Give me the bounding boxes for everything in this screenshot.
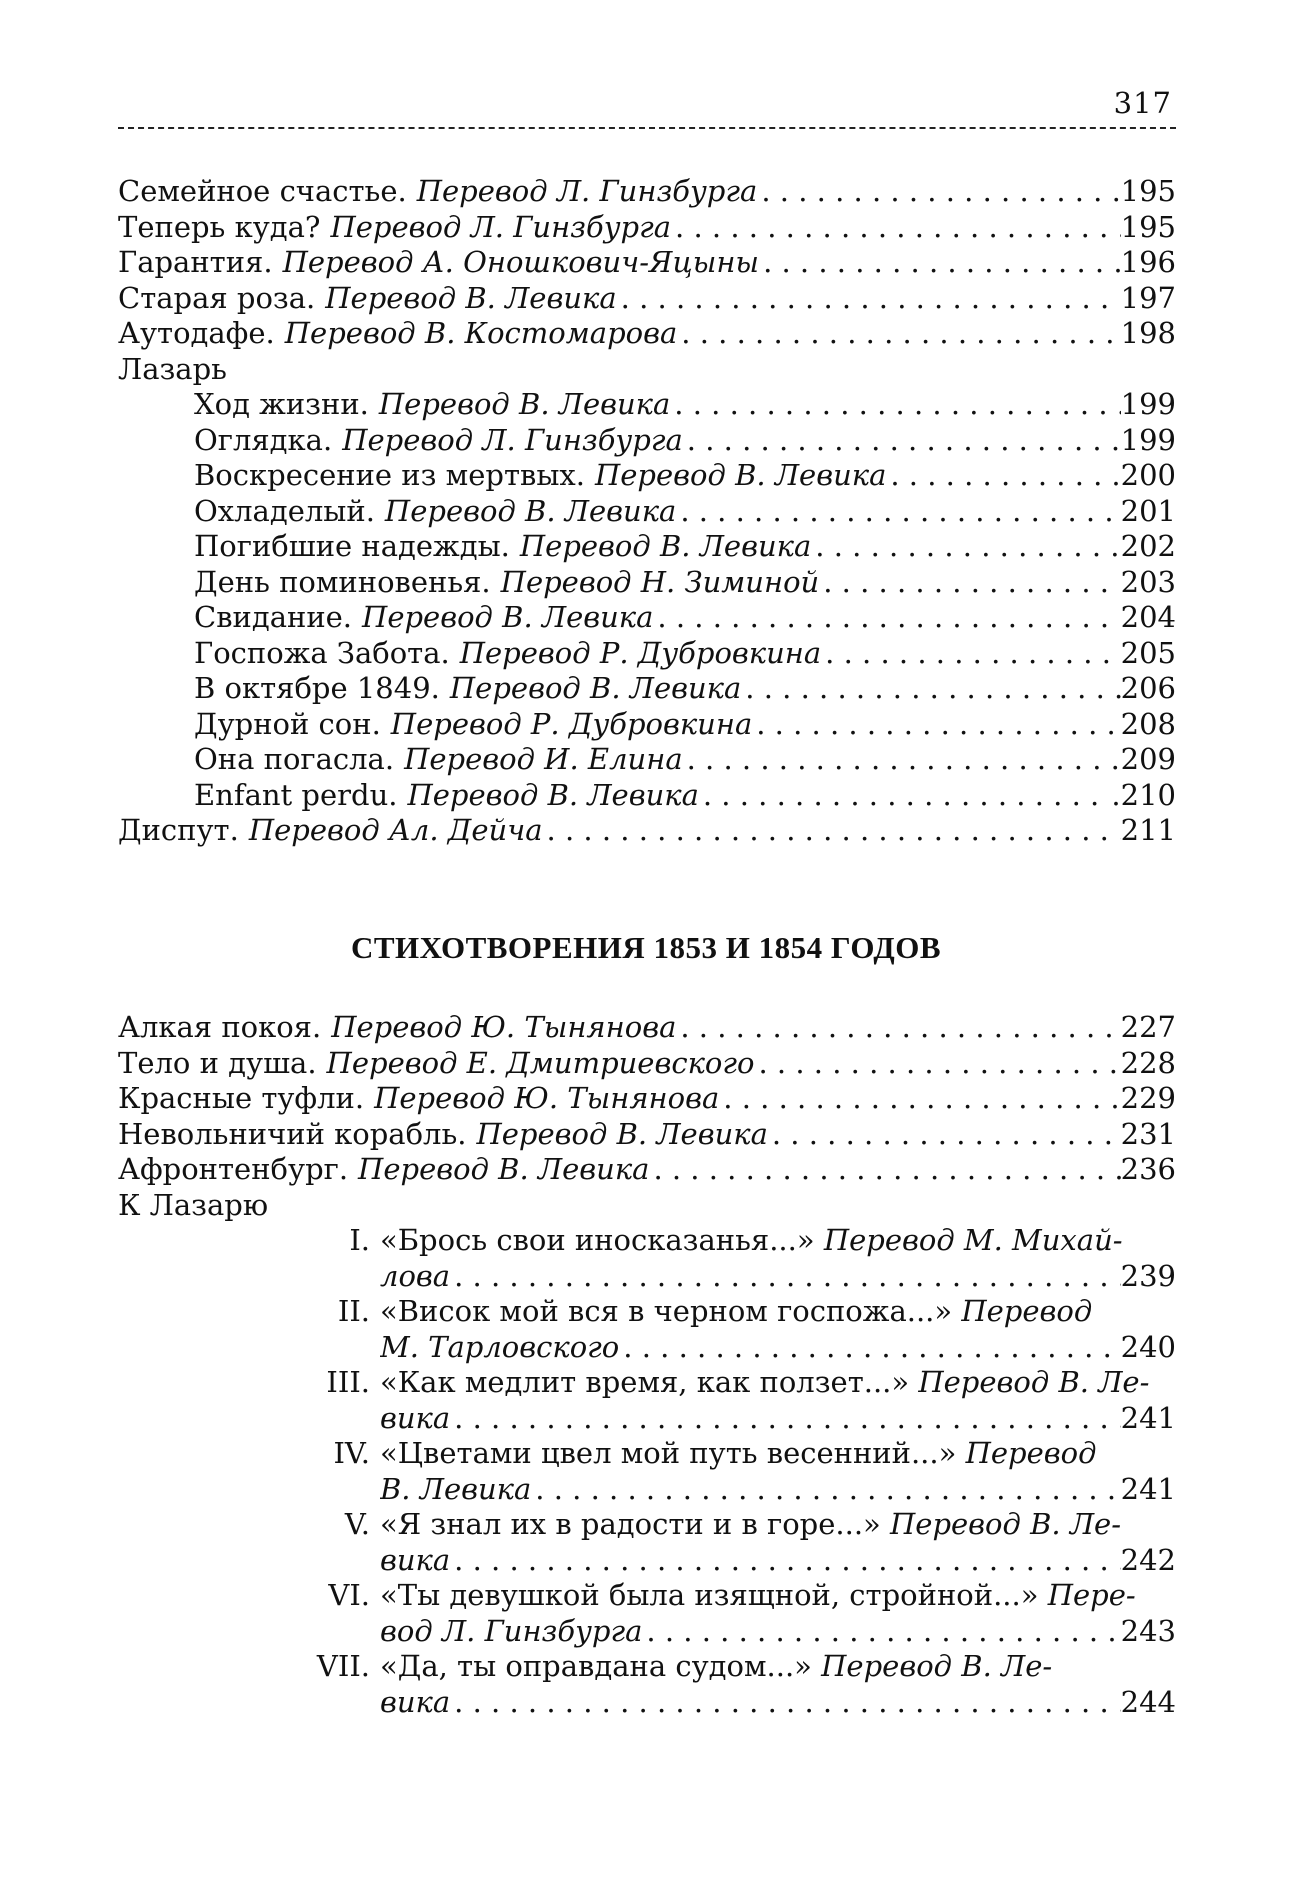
dot-leader <box>886 458 1111 494</box>
toc-entry <box>118 423 1176 459</box>
entry-title: Госпожа Забота. <box>194 635 450 670</box>
entry-title: Ход жизни. <box>194 387 369 421</box>
entry-page-number: 205 <box>1120 635 1176 670</box>
entry-title: Красные туфли. <box>118 1081 365 1115</box>
entry-second-line <box>380 1259 1176 1295</box>
header-rule <box>118 127 1176 129</box>
entry-title: Алкая покоя. <box>118 1010 322 1044</box>
dot-leader <box>450 1543 1120 1579</box>
toc-entry <box>118 458 1176 494</box>
entry-title: «Брось свои иносказанья...» <box>380 1223 815 1257</box>
entry-translator: Перевод А. Оношкович-Яцыны <box>282 245 760 279</box>
entry-title: «Как медлит время, как ползет...» <box>380 1365 910 1399</box>
toc-entry <box>118 600 1176 636</box>
roman-numeral: IV. <box>333 1436 370 1470</box>
toc-entry <box>118 671 1176 707</box>
entry-page-number: 211 <box>1120 813 1176 847</box>
entry-page-number: 241 <box>1120 1400 1176 1435</box>
numbered-entry <box>118 1507 1176 1578</box>
numbered-entry <box>118 1578 1176 1649</box>
toc-entry <box>118 387 1176 423</box>
dot-leader <box>759 245 1121 281</box>
entry-second-line <box>380 1614 1176 1650</box>
entry-first-line <box>380 1436 1176 1472</box>
entry-title: «Цветами цвел мой путь весенний...» <box>380 1436 957 1470</box>
entry-translator: Перевод В. Левика <box>476 1116 768 1151</box>
numbered-entry <box>118 1223 1176 1294</box>
entry-page-number: .200 <box>1111 458 1176 492</box>
dot-leader <box>676 1010 1120 1046</box>
entry-translator: Перевод И. Елина <box>404 742 683 776</box>
toc-entry <box>118 565 1176 601</box>
entry-title: «Висок мой вся в черном госпожа...» <box>380 1294 953 1328</box>
entry-title: Теперь куда? <box>118 209 321 244</box>
entry-title: К Лазарю <box>118 1187 269 1222</box>
entry-first-line <box>380 1507 1176 1543</box>
entry-translator-continued: вика <box>380 1542 451 1577</box>
toc-section-2 <box>118 1010 1176 1720</box>
entry-first-line <box>380 1223 1176 1259</box>
toc-entry <box>118 245 1176 281</box>
entry-translator: Перевод В. Левика <box>325 280 617 315</box>
entry-page-number: 241 <box>1120 1471 1176 1506</box>
entry-title: Охладелый. <box>194 493 375 528</box>
dot-leader <box>619 1330 1120 1366</box>
entry-translator: Пере- <box>1047 1578 1136 1612</box>
dot-leader <box>676 494 1120 530</box>
entry-translator: Перевод В. Левика <box>594 458 887 492</box>
entry-title: Старая роза. <box>118 280 316 315</box>
section-heading: СТИХОТВОРЕНИЯ 1853 И 1854 ГОДОВ <box>350 930 942 965</box>
entry-page-number: 199 <box>1120 422 1176 457</box>
entry-translator-continued: вика <box>380 1684 451 1719</box>
toc-entry <box>118 281 1176 317</box>
dot-leader <box>649 1152 1120 1188</box>
entry-page-number: 240 <box>1120 1329 1176 1364</box>
entry-page-number: 236 <box>1120 1152 1176 1186</box>
entry-page-number: 201 <box>1120 493 1176 528</box>
entry-page-number: 199 <box>1120 387 1176 421</box>
entry-translator-continued: В. Левика <box>380 1471 532 1506</box>
dot-leader <box>450 1259 1121 1295</box>
toc-entry <box>118 778 1176 814</box>
entry-page-number: 227 <box>1120 1010 1176 1044</box>
entry-title: Погибшие надежды. <box>194 529 510 563</box>
entry-page-number: 243 <box>1120 1613 1176 1648</box>
page-number: 317 <box>1113 86 1172 120</box>
dot-leader <box>699 778 1112 814</box>
entry-translator: Перевод В. Костомарова <box>284 316 678 350</box>
entry-translator: Перевод Л. Гинзбурга <box>416 174 758 208</box>
entry-translator-continued: вод Л. Гинзбурга <box>380 1613 643 1648</box>
entry-title: В октябре 1849. <box>194 671 440 705</box>
entry-title: Дурной сон. <box>194 706 381 741</box>
dot-leader <box>683 742 1121 778</box>
toc-entry <box>118 1046 1176 1082</box>
entry-title: День поминовенья. <box>194 564 491 599</box>
toc-entry <box>118 1152 1176 1188</box>
entry-page-number: 208 <box>1120 706 1176 741</box>
entry-title: «Да, ты оправдана судом...» <box>380 1649 812 1683</box>
entry-translator: Перевод В. Левика <box>358 1152 650 1186</box>
entry-page-number: 229 <box>1120 1081 1176 1115</box>
entry-first-line <box>380 1649 1176 1685</box>
entry-translator: Перевод В. Левика <box>378 387 671 421</box>
entry-translator: Перевод В. Левика <box>407 777 699 812</box>
numbered-entry <box>118 1436 1176 1507</box>
entry-second-line <box>380 1330 1176 1366</box>
dot-leader <box>752 707 1120 743</box>
toc-entry <box>118 1081 1176 1117</box>
entry-title: Семейное счастье. <box>118 174 407 208</box>
entry-page-number: 206 <box>1120 671 1176 705</box>
entry-page-number: 198 <box>1120 316 1176 350</box>
entry-translator: Перевод Р. Дубровкина <box>459 635 822 670</box>
toc-section-1 <box>118 174 1176 849</box>
entry-translator: Перевод В. Левика <box>362 600 654 634</box>
toc-entry <box>118 742 1176 778</box>
entry-translator: Перевод Е. Дмитриевского <box>326 1045 755 1080</box>
dot-leader <box>811 529 1120 565</box>
entry-second-line <box>380 1543 1176 1579</box>
toc-entry <box>118 210 1176 246</box>
roman-numeral: III. <box>326 1365 370 1399</box>
entry-page-number: 244 <box>1120 1684 1176 1719</box>
entry-translator: Перевод В. Ле- <box>821 1649 1053 1683</box>
dot-leader <box>768 1117 1121 1153</box>
entry-title: Гарантия. <box>118 245 273 279</box>
entry-title: Аутодафе. <box>118 316 275 350</box>
entry-page-number: 195 <box>1120 209 1176 244</box>
entry-page-number: 202 <box>1120 529 1176 563</box>
toc-entry <box>118 316 1176 352</box>
entry-title: Лазарь <box>118 351 227 386</box>
entry-title: Свидание. <box>194 600 353 634</box>
dot-leader <box>754 1046 1120 1082</box>
entry-page-number: 203 <box>1120 564 1176 599</box>
entry-title: Оглядка. <box>194 422 333 457</box>
dot-leader <box>821 636 1120 672</box>
dot-leader <box>677 316 1120 352</box>
entry-translator: Перевод В. Левика <box>519 529 812 563</box>
dot-leader <box>683 423 1121 459</box>
dot-leader <box>642 1614 1120 1650</box>
numbered-entry <box>118 1294 1176 1365</box>
entry-translator: Перевод В. Левика <box>449 671 742 705</box>
entry-translator-continued: лова <box>380 1258 451 1293</box>
roman-numeral: II. <box>337 1294 370 1328</box>
entry-translator: Перевод В. Ле- <box>890 1507 1122 1541</box>
entry-page-number: 195 <box>1120 174 1176 208</box>
toc-entry-group-title <box>118 1188 1176 1224</box>
dot-leader <box>819 565 1120 601</box>
entry-translator: Перевод Ал. Дейча <box>248 813 543 847</box>
toc-entry <box>118 174 1176 210</box>
dot-leader <box>719 1081 1120 1117</box>
toc-entry <box>118 1010 1176 1046</box>
entry-second-line <box>380 1401 1176 1437</box>
entry-translator: Перевод Н. Зиминой <box>500 564 820 599</box>
entry-first-line <box>380 1365 1176 1401</box>
dot-leader <box>653 600 1120 636</box>
entry-translator-continued: вика <box>380 1400 451 1435</box>
numbered-entry <box>118 1365 1176 1436</box>
entry-translator: Перевод М. Михай- <box>823 1223 1123 1257</box>
roman-numeral: V. <box>344 1507 370 1541</box>
entry-title: Диспут. <box>118 813 239 847</box>
roman-numeral: VII. <box>316 1649 370 1683</box>
entry-first-line <box>380 1294 1176 1330</box>
entry-title: «Я знал их в радости и в горе...» <box>380 1507 881 1541</box>
dot-leader <box>450 1685 1120 1721</box>
entry-title: Воскресение из мертвых. <box>194 458 585 492</box>
entry-page-number: 242 <box>1120 1542 1176 1577</box>
entry-title: Enfant perdu. <box>194 777 398 812</box>
toc-entry <box>118 1117 1176 1153</box>
entry-translator: Перевод <box>961 1294 1093 1328</box>
entry-translator: Перевод Л. Гинзбурга <box>330 209 672 244</box>
toc-entry <box>118 707 1176 743</box>
entry-translator: Перевод Ю. Тынянова <box>331 1010 677 1044</box>
entry-page-number: 209 <box>1120 742 1176 776</box>
numbered-entry <box>118 1649 1176 1720</box>
entry-translator: Перевод <box>965 1436 1097 1470</box>
dot-leader <box>543 813 1121 849</box>
entry-page-number: 231 <box>1120 1116 1176 1151</box>
entry-translator: Перевод Ю. Тынянова <box>374 1081 720 1115</box>
entry-page-number: 204 <box>1120 600 1176 634</box>
entry-page-number: .210 <box>1111 777 1176 812</box>
dot-leader <box>757 174 1120 210</box>
entry-second-line <box>380 1472 1176 1508</box>
entry-translator: Перевод В. Левика <box>384 493 677 528</box>
dot-leader <box>670 387 1120 423</box>
entry-first-line <box>380 1578 1176 1614</box>
toc-entry <box>118 813 1176 849</box>
entry-translator-continued: М. Тарловского <box>380 1329 620 1364</box>
toc-entry <box>118 529 1176 565</box>
entry-translator: Перевод В. Ле- <box>918 1365 1150 1399</box>
dot-leader <box>617 281 1121 317</box>
dot-leader <box>741 671 1120 707</box>
entry-title: Она погасла. <box>194 742 395 776</box>
entry-page-number: 196 <box>1120 245 1176 279</box>
entry-translator: Перевод Л. Гинзбурга <box>342 422 683 457</box>
dot-leader <box>531 1472 1120 1508</box>
roman-numeral: I. <box>349 1223 370 1257</box>
entry-page-number: 197 <box>1120 280 1176 315</box>
entry-translator: Перевод Р. Дубровкина <box>390 706 753 741</box>
roman-numeral: VI. <box>328 1578 370 1612</box>
entry-page-number: 239 <box>1120 1258 1176 1293</box>
dot-leader <box>671 210 1121 246</box>
toc-entry <box>118 494 1176 530</box>
entry-title: «Ты девушкой была изящной, стройной...» <box>380 1578 1039 1612</box>
entry-page-number: 228 <box>1120 1045 1176 1080</box>
dot-leader <box>450 1401 1120 1437</box>
toc-entry <box>118 352 1176 388</box>
entry-title: Невольничий корабль. <box>118 1116 467 1151</box>
entry-title: Афронтенбург. <box>118 1152 349 1186</box>
entry-title: Тело и душа. <box>118 1045 317 1080</box>
toc-entry <box>118 636 1176 672</box>
entry-second-line <box>380 1685 1176 1721</box>
